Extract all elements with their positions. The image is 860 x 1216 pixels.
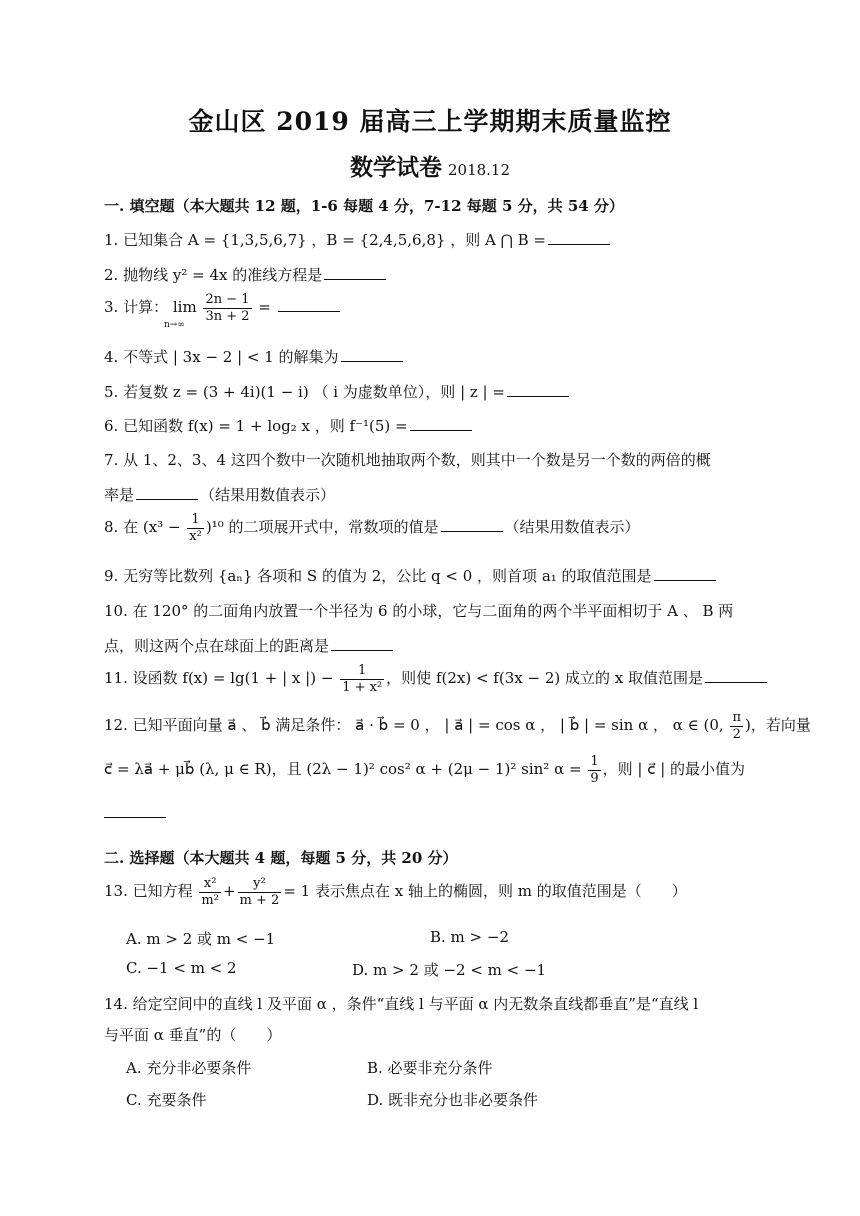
question-11-text-a: 11. 设函数 f(x) = lg(1 + | x |) −	[104, 669, 334, 688]
question-8	[104, 512, 640, 544]
fraction-denominator: 2	[732, 726, 741, 742]
question-7-text: 率是	[104, 486, 135, 504]
question-9-text: 9. 无穷等比数列 {aₙ} 各项和 S 的值为 2，公比 q < 0 ，则首项 a₁ 的取值范围是	[104, 567, 652, 585]
question-14-line-2: 与平面 α 垂直”的（ ）	[104, 1026, 282, 1044]
question-14-option-d[interactable]: D. 既非充分也非必要条件	[367, 1091, 539, 1109]
exam-date: 2018.12	[447, 161, 511, 179]
question-13-fraction-x	[199, 876, 221, 908]
fraction-numerator: 1	[590, 754, 599, 769]
fraction-denominator: m + 2	[239, 892, 280, 908]
section-2-heading: 二. 选择题（本大题共 4 题，每题 5 分，共 20 分）	[104, 849, 458, 867]
limit-subscript: n→∞	[164, 320, 185, 330]
plus-sign: +	[222, 882, 236, 901]
question-8-text-a: 8. 在 (x³ −	[104, 518, 181, 537]
question-12-pi-fraction	[730, 710, 743, 742]
subtitle-text: 数学试卷	[349, 154, 442, 181]
question-14-option-b[interactable]: B. 必要非充分条件	[367, 1059, 493, 1077]
question-12-text-a: 12. 已知平面向量 a⃗ 、 b⃗ 满足条件： a⃗ · b⃗ = 0 ， | a⃗ | = cos α ， | b⃗ | = sin α ， α ∈ (0,	[104, 716, 724, 735]
answer-blank	[104, 816, 166, 818]
fraction-denominator: 3n + 2	[205, 308, 250, 324]
question-4-text: 4. 不等式 | 3x − 2 | < 1 的解集为	[104, 348, 339, 366]
fraction-denominator: 9	[590, 770, 599, 786]
section-1-heading: 一. 填空题（本大题共 12 题，1-6 每题 4 分，7-12 每题 5 分，共 54 分）	[104, 197, 624, 215]
question-9	[104, 565, 718, 586]
answer-blank	[136, 498, 198, 500]
answer-blank	[705, 681, 767, 683]
question-4	[104, 346, 405, 367]
fraction-numerator: 2n − 1	[205, 292, 250, 307]
fraction-numerator: x²	[199, 876, 221, 893]
question-12-text-d: ，则 | c⃗ | 的最小值为	[602, 760, 746, 779]
question-13	[104, 876, 687, 908]
page-title: 金山区 2019 届高三上学期期末质量监控	[188, 107, 672, 136]
question-3: 3. 计算： lim $\frac{2n - 1}{3n + 2}$ = n→∞	[104, 292, 342, 324]
question-2-text: 2. 抛物线 y² = 4x 的准线方程是	[104, 266, 323, 284]
answer-blank	[341, 360, 403, 362]
question-14-line-1: 14. 给定空间中的直线 l 及平面 α ，条件“直线 l 与平面 α 内无数条直线都垂直”是“直线 l	[104, 995, 699, 1013]
question-10-line-2	[104, 635, 395, 656]
question-6-text: 6. 已知函数 f(x) = 1 + log₂ x ，则 f⁻¹(5) =	[104, 417, 408, 435]
answer-blank	[410, 429, 472, 431]
question-13-option-b[interactable]: B. m > −2	[430, 928, 509, 946]
question-7-line-1: 7. 从 1、2、3、4 这四个数中一次随机地抽取两个数，则其中一个数是另一个数的两倍的概	[104, 451, 711, 469]
question-13-fraction-y	[238, 876, 282, 908]
fraction-numerator: 1	[187, 512, 204, 529]
fraction-denominator: x²	[189, 528, 202, 544]
question-1-text: 1. 已知集合 A = {1,3,5,6,7} ，B = {2,4,5,6,8} ，则 A ⋂ B =	[104, 231, 547, 249]
answer-blank	[278, 310, 340, 312]
question-3-fraction	[203, 292, 251, 324]
question-11	[104, 663, 769, 695]
question-12-text-b: )，若向量	[745, 716, 811, 735]
page-subtitle	[0, 149, 860, 182]
question-10-line-1: 10. 在 120° 的二面角内放置一个半径为 6 的小球，它与二面角的两个半平面相切于 A 、 B 两	[104, 602, 734, 620]
answer-blank	[548, 243, 610, 245]
question-7-note: （结果用数值表示）	[200, 486, 336, 504]
question-8-fraction	[187, 512, 204, 544]
question-8-note: （结果用数值表示）	[504, 518, 640, 537]
answer-blank	[331, 649, 393, 651]
question-5-text: 5. 若复数 z = (3 + 4i)(1 − i) （ i 为虚数单位），则 | z | =	[104, 383, 505, 401]
question-12-line-1	[104, 710, 811, 742]
fraction-numerator: 1	[340, 663, 384, 680]
fraction-numerator: y²	[238, 876, 282, 893]
answer-blank	[441, 530, 503, 532]
question-13-option-c[interactable]: C. −1 < m < 2	[126, 959, 237, 977]
answer-blank	[507, 395, 569, 397]
question-7-line-2	[104, 484, 335, 505]
question-1	[104, 229, 612, 250]
question-8-text-b: )¹⁰ 的二项展开式中，常数项的值是	[205, 518, 439, 537]
question-14-option-a[interactable]: A. 充分非必要条件	[126, 1059, 252, 1077]
fraction-denominator: m²	[201, 892, 219, 908]
fraction-numerator: π	[732, 710, 742, 725]
question-14-option-c[interactable]: C. 充要条件	[126, 1091, 207, 1109]
answer-blank	[324, 278, 386, 280]
question-6	[104, 415, 474, 436]
question-13-text-a: 13. 已知方程	[104, 882, 193, 901]
question-12-line-3	[104, 804, 168, 822]
question-13-option-d[interactable]: D. m > 2 或 −2 < m < −1	[352, 961, 547, 979]
question-10-text: 点，则这两个点在球面上的距离是	[104, 637, 330, 655]
question-2	[104, 264, 388, 285]
question-11-text-b: ，则使 f(2x) < f(3x − 2) 成立的 x 取值范围是	[386, 669, 703, 688]
question-12-ninth-fraction	[588, 754, 600, 786]
question-11-fraction	[340, 663, 384, 695]
question-5	[104, 381, 571, 402]
question-13-option-a[interactable]: A. m > 2 或 m < −1	[126, 930, 276, 948]
fraction-denominator: 1 + x²	[342, 679, 383, 695]
question-3-prefix: 3. 计算： lim	[104, 298, 197, 317]
question-12-line-2	[104, 754, 745, 786]
question-12-text-c: c⃗ = λa⃗ + μb⃗ (λ, μ ∈ R)，且 (2λ − 1)² cos² α + (2μ − 1)² sin² α =	[104, 760, 582, 779]
answer-blank	[654, 579, 716, 581]
question-13-text-b: = 1 表示焦点在 x 轴上的椭圆，则 m 的取值范围是（ ）	[283, 882, 687, 901]
